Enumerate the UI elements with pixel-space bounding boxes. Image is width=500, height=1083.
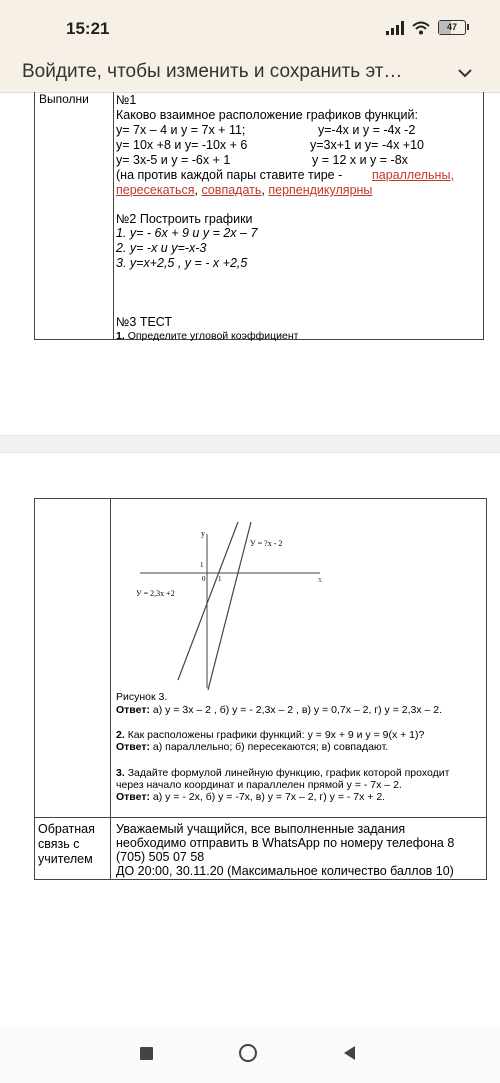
question-3-text-1: Задайте формулой линейную функцию, график которой проходит xyxy=(127,767,450,779)
answer-2-label: Ответ: xyxy=(116,741,150,753)
line1-label: У = ?х - 2 xyxy=(250,539,283,548)
status-icons xyxy=(386,20,466,35)
pair-row-2b: у=3х+1 и у= -4х +10 xyxy=(310,138,424,152)
answer-1-label: Ответ: xyxy=(116,704,150,716)
feedback-label xyxy=(38,822,95,867)
graph-line-2 xyxy=(208,522,251,690)
option-intersect: пересекаться xyxy=(116,183,195,197)
contact-line-2: необходимо отправить в WhatsApp по номеру телефона 8 xyxy=(116,836,455,850)
x-axis-label: х xyxy=(318,575,322,584)
line2-label: У = 2,3х +2 xyxy=(136,589,175,598)
task3-item-text: Определите угловой коэффициент xyxy=(127,330,299,342)
unit-y-label: 1 xyxy=(200,561,204,569)
option-perpendicular: перпендикулярны xyxy=(268,183,373,197)
answer-3-text: а) у = - 2х, б) у = -7х, в) у = 7х – 2, г) у = - 7х + 2. xyxy=(152,791,386,803)
option-parallel: параллельны, xyxy=(372,168,454,182)
question-2-number: 2. xyxy=(116,729,125,741)
table-column-divider xyxy=(113,92,114,339)
answer-1 xyxy=(116,704,442,716)
unit-x-label: 1 xyxy=(218,575,222,583)
option-coincide: совпадать xyxy=(201,183,262,197)
table-row-divider xyxy=(35,817,486,818)
question-3-line-1 xyxy=(116,767,449,779)
feedback-label-line: Обратная xyxy=(38,822,95,836)
graph-figure xyxy=(120,520,350,690)
table-column-divider-2 xyxy=(110,499,111,879)
question-2 xyxy=(116,729,424,741)
home-button[interactable] xyxy=(239,1044,257,1062)
answer-2 xyxy=(116,741,388,753)
instruction-text: (на против каждой пары ставите тире - xyxy=(116,168,343,182)
battery-icon xyxy=(438,20,466,35)
options-line: пересекаться, совпадать, перпендикулярны xyxy=(116,183,373,197)
task2-heading: №2 Построить графики xyxy=(116,212,253,226)
task3-item-number: 1. xyxy=(116,330,125,342)
left-cell-label: Выполни xyxy=(39,92,89,106)
status-time: 15:21 xyxy=(66,19,110,38)
graph-line-1 xyxy=(178,522,238,680)
contact-line-3: (705) 505 07 58 xyxy=(116,850,205,864)
question-2-text: Как расположены графики функций: у = 9х + 9 и у = 9(х + 1)? xyxy=(127,729,425,741)
task1-heading: №1 xyxy=(116,93,137,107)
task1-question: Каково взаимное расположение графиков функций: xyxy=(116,108,418,122)
pair-row-3a: у= 3х-5 и у = -6х + 1 xyxy=(116,153,231,167)
chevron-down-icon[interactable] xyxy=(456,64,474,82)
question-3-text-2: через начало координат и параллелен прямой у = - 7х – 2. xyxy=(116,779,402,791)
contact-line-1: Уважаемый учащийся, все выполненные задания xyxy=(116,822,406,836)
edit-signin-banner[interactable] xyxy=(0,58,500,93)
signal-icon xyxy=(386,21,404,35)
banner-text[interactable]: Войдите, чтобы изменить и сохранить эт… xyxy=(22,61,403,82)
feedback-label-line: учителем xyxy=(38,852,93,866)
pair-row-1b: у=-4х и у = -4х -2 xyxy=(318,123,416,137)
page-separator xyxy=(0,435,500,453)
answer-2-text: а) параллельно; б) пересекаются; в) совпадают. xyxy=(152,741,389,753)
answer-3 xyxy=(116,791,385,803)
task2-item-2: 2. у= -х и у=-х-3 xyxy=(116,241,207,255)
document-page-1 xyxy=(34,92,484,340)
y-axis-label: у xyxy=(201,529,205,538)
task3-heading: №3 ТЕСТ xyxy=(116,315,173,329)
answer-1-text: а) у = 3х – 2 , б) у = - 2,3х – 2 , в) у = 0,7х – 2, г) у = 2,3х – 2. xyxy=(152,704,443,716)
status-bar xyxy=(0,0,500,58)
task3-item-1 xyxy=(116,329,298,343)
pair-row-1a: у= 7х – 4 и у = 7х + 11; xyxy=(116,123,246,137)
feedback-label-line: связь с xyxy=(38,837,80,851)
battery-level: 47 xyxy=(446,22,457,32)
origin-label: 0 xyxy=(202,575,206,583)
pair-row-3b: у = 12 х и у = -8х xyxy=(312,153,408,167)
wifi-icon xyxy=(412,21,430,35)
figure-caption: Рисунок 3. xyxy=(116,691,168,703)
back-button[interactable] xyxy=(344,1046,355,1060)
pair-row-2a: у= 10х +8 и у= -10х + 6 xyxy=(116,138,248,152)
question-3-number: 3. xyxy=(116,767,125,779)
task2-item-1: 1. у= - 6х + 9 и у = 2х – 7 xyxy=(116,226,258,240)
task2-item-3: 3. у=х+2,5 , у = - х +2,5 xyxy=(116,256,248,270)
recents-button[interactable] xyxy=(140,1047,153,1060)
answer-3-label: Ответ: xyxy=(116,791,150,803)
contact-line-4: ДО 20:00, 30.11.20 (Максимальное количество баллов 10) xyxy=(116,864,454,878)
